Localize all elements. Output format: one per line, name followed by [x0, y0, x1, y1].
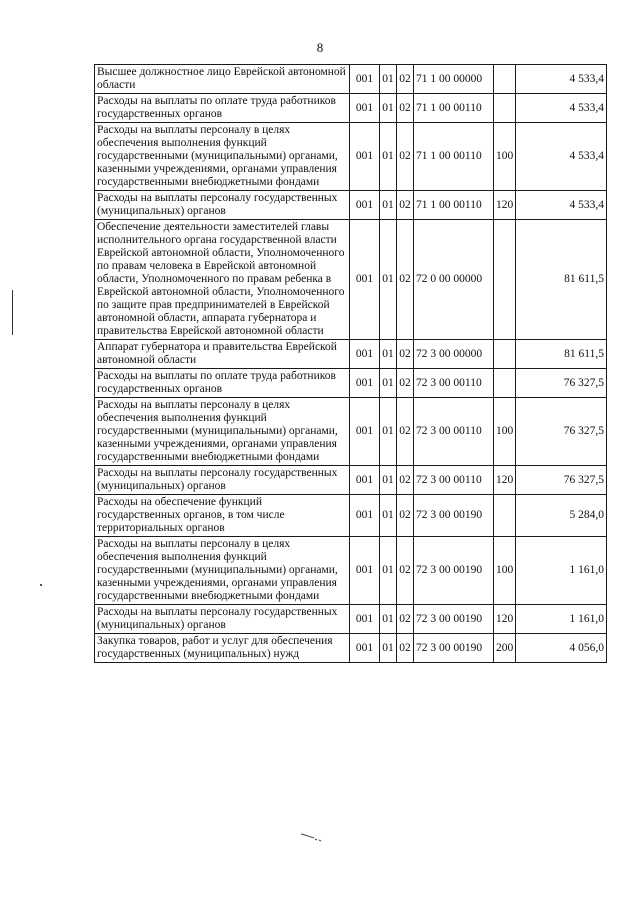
section-code: 01 — [380, 537, 397, 605]
subsection-code: 02 — [397, 398, 414, 466]
target-article-code: 72 0 00 00000 — [414, 220, 494, 340]
ministry-code: 001 — [350, 634, 380, 663]
section-code: 01 — [380, 191, 397, 220]
amount: 4 533,4 — [516, 123, 607, 191]
table-row — [95, 398, 607, 466]
row-name: Расходы на выплаты персоналу государственных (муниципальных) органов — [95, 191, 350, 220]
section-code: 01 — [380, 123, 397, 191]
target-article-code: 71 1 00 00110 — [414, 191, 494, 220]
subsection-code: 02 — [397, 191, 414, 220]
subsection-code: 02 — [397, 65, 414, 94]
ministry-code: 001 — [350, 123, 380, 191]
expense-type-code — [494, 495, 516, 537]
ministry-code: 001 — [350, 65, 380, 94]
amount: 1 161,0 — [516, 537, 607, 605]
amount: 4 056,0 — [516, 634, 607, 663]
ministry-code: 001 — [350, 340, 380, 369]
ministry-code: 001 — [350, 398, 380, 466]
expense-type-code: 120 — [494, 191, 516, 220]
target-article-code: 72 3 00 00000 — [414, 340, 494, 369]
row-name: Расходы на выплаты персоналу в целях обеспечения выполнения функций государственными (муниципальными) органами, казенными учреждениями, органами управления государственными внебюджетными фондами — [95, 123, 350, 191]
ministry-code: 001 — [350, 466, 380, 495]
amount: 4 533,4 — [516, 94, 607, 123]
budget-table — [94, 64, 607, 663]
handwritten-mark — [300, 832, 322, 842]
table-row — [95, 369, 607, 398]
row-name: Аппарат губернатора и правительства Еврейской автономной области — [95, 340, 350, 369]
expense-type-code — [494, 340, 516, 369]
expense-type-code: 100 — [494, 398, 516, 466]
margin-mark — [12, 290, 13, 335]
expense-type-code — [494, 220, 516, 340]
ministry-code: 001 — [350, 220, 380, 340]
expense-type-code: 100 — [494, 123, 516, 191]
section-code: 01 — [380, 466, 397, 495]
table-row — [95, 220, 607, 340]
row-name: Расходы на выплаты по оплате труда работников государственных органов — [95, 94, 350, 123]
subsection-code: 02 — [397, 340, 414, 369]
section-code: 01 — [380, 65, 397, 94]
subsection-code: 02 — [397, 466, 414, 495]
section-code: 01 — [380, 605, 397, 634]
row-name: Расходы на выплаты персоналу в целях обеспечения выполнения функций государственными (муниципальными) органами, казенными учреждениями, органами управления государственными внебюджетными фондами — [95, 537, 350, 605]
row-name: Закупка товаров, работ и услуг для обеспечения государственных (муниципальных) нужд — [95, 634, 350, 663]
table-row — [95, 634, 607, 663]
section-code: 01 — [380, 634, 397, 663]
page-number: 8 — [316, 40, 324, 55]
expense-type-code: 100 — [494, 537, 516, 605]
subsection-code: 02 — [397, 605, 414, 634]
subsection-code: 02 — [397, 495, 414, 537]
subsection-code: 02 — [397, 94, 414, 123]
subsection-code: 02 — [397, 220, 414, 340]
amount: 76 327,5 — [516, 398, 607, 466]
section-code: 01 — [380, 369, 397, 398]
expense-type-code: 200 — [494, 634, 516, 663]
amount: 81 611,5 — [516, 220, 607, 340]
ministry-code: 001 — [350, 191, 380, 220]
target-article-code: 72 3 00 00110 — [414, 369, 494, 398]
row-name: Обеспечение деятельности заместителей главы исполнительного органа государственной власти Еврейской автономной области, Уполномоченного по правам человека в Еврейской автономной области, Уполномоченного по правам ребенка в Еврейской автономной области, Уполномоченного по защите прав предпринимателей в Еврейской автономной области, аппарата губернатора и правительства Еврейской автономной области — [95, 220, 350, 340]
row-name: Расходы на выплаты по оплате труда работников государственных органов — [95, 369, 350, 398]
target-article-code: 71 1 00 00110 — [414, 94, 494, 123]
ministry-code: 001 — [350, 495, 380, 537]
row-name: Высшее должностное лицо Еврейской автономной области — [95, 65, 350, 94]
section-code: 01 — [380, 340, 397, 369]
table-row — [95, 495, 607, 537]
row-name: Расходы на выплаты персоналу в целях обеспечения выполнения функций государственными (муниципальными) органами, казенными учреждениями, органами управления государственными внебюджетными фондами — [95, 398, 350, 466]
ministry-code: 001 — [350, 605, 380, 634]
expense-type-code — [494, 369, 516, 398]
table-row — [95, 466, 607, 495]
subsection-code: 02 — [397, 634, 414, 663]
table-row — [95, 605, 607, 634]
table-row — [95, 94, 607, 123]
target-article-code: 72 3 00 00190 — [414, 537, 494, 605]
target-article-code: 72 3 00 00190 — [414, 605, 494, 634]
target-article-code: 72 3 00 00190 — [414, 495, 494, 537]
row-name: Расходы на обеспечение функций государственных органов, в том числе территориальных органов — [95, 495, 350, 537]
budget-table-body — [95, 65, 607, 663]
amount: 1 161,0 — [516, 605, 607, 634]
target-article-code: 72 3 00 00190 — [414, 634, 494, 663]
target-article-code: 71 1 00 00000 — [414, 65, 494, 94]
amount: 76 327,5 — [516, 369, 607, 398]
expense-type-code — [494, 65, 516, 94]
section-code: 01 — [380, 220, 397, 340]
expense-type-code — [494, 94, 516, 123]
row-name: Расходы на выплаты персоналу государственных (муниципальных) органов — [95, 605, 350, 634]
ministry-code: 001 — [350, 94, 380, 123]
table-row — [95, 65, 607, 94]
subsection-code: 02 — [397, 123, 414, 191]
target-article-code: 72 3 00 00110 — [414, 466, 494, 495]
table-row — [95, 123, 607, 191]
table-row — [95, 340, 607, 369]
section-code: 01 — [380, 495, 397, 537]
amount: 4 533,4 — [516, 191, 607, 220]
subsection-code: 02 — [397, 369, 414, 398]
ministry-code: 001 — [350, 369, 380, 398]
subsection-code: 02 — [397, 537, 414, 605]
amount: 4 533,4 — [516, 65, 607, 94]
section-code: 01 — [380, 398, 397, 466]
table-row — [95, 537, 607, 605]
ministry-code: 001 — [350, 537, 380, 605]
amount: 81 611,5 — [516, 340, 607, 369]
target-article-code: 72 3 00 00110 — [414, 398, 494, 466]
table-row — [95, 191, 607, 220]
amount: 76 327,5 — [516, 466, 607, 495]
target-article-code: 71 1 00 00110 — [414, 123, 494, 191]
expense-type-code: 120 — [494, 605, 516, 634]
margin-dot — [40, 584, 42, 586]
section-code: 01 — [380, 94, 397, 123]
amount: 5 284,0 — [516, 495, 607, 537]
expense-type-code: 120 — [494, 466, 516, 495]
row-name: Расходы на выплаты персоналу государственных (муниципальных) органов — [95, 466, 350, 495]
